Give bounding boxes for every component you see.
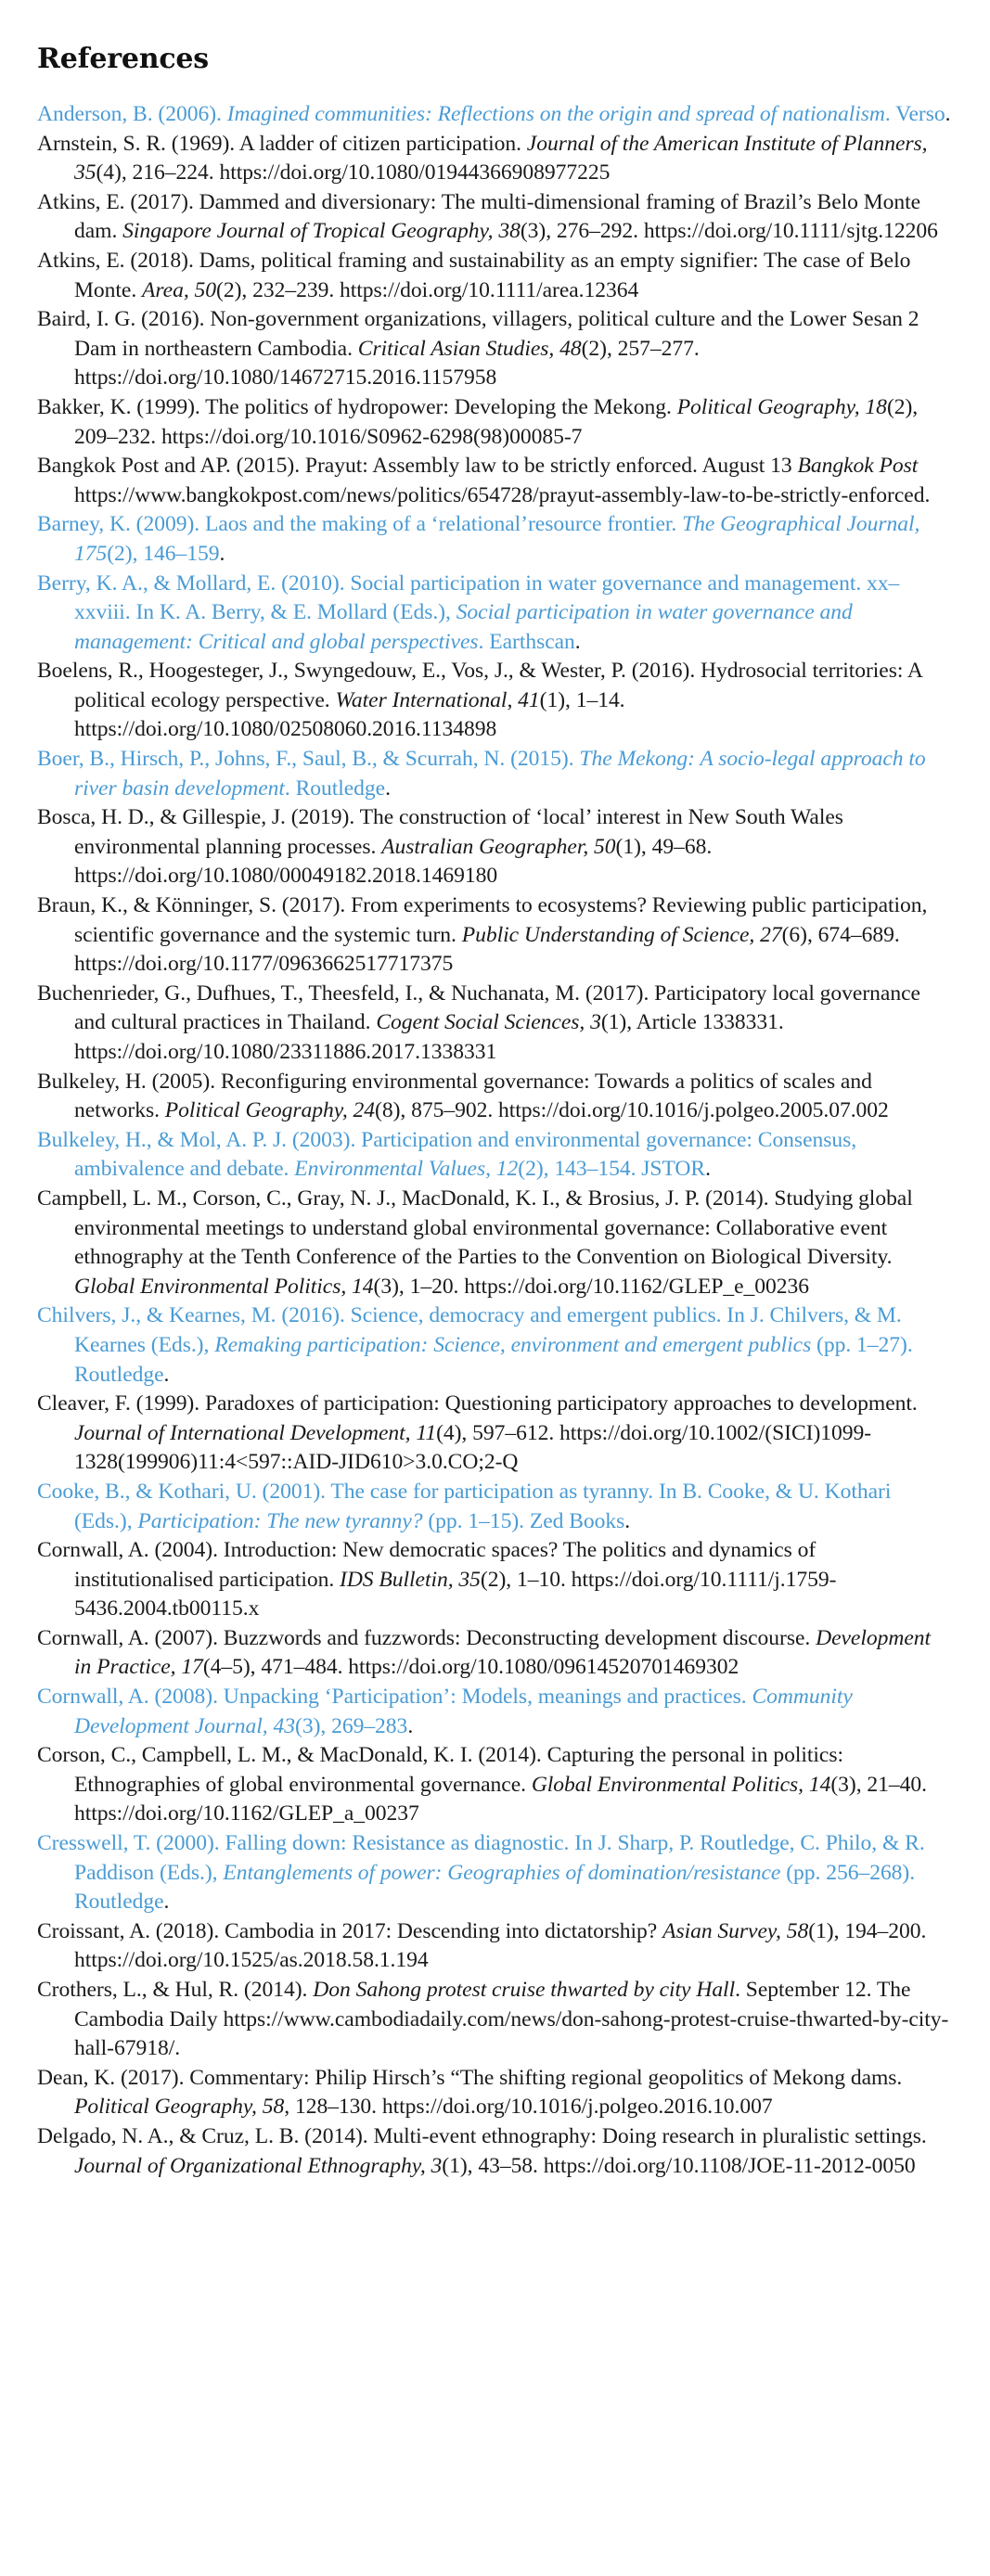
reference-text: Atkins, E. (2017). Dammed and diversionary: The multi-dimensional framing of Brazil’s Belo Monte dam. (37, 189, 921, 244)
reference-url[interactable]: https://doi.org/10.1016/j.polgeo.2005.07.002 (498, 1098, 889, 1123)
reference-text: Dean, K. (2017). Commentary: Philip Hirsch’s “The shifting regional geopolitics of Mekong dams. (37, 2065, 903, 2090)
reference-url[interactable]: https://doi.org/10.1002/(SICI)1099-1328(199906)11:4<597::AID-JID610>3.0.CO;2-Q (74, 1420, 872, 1475)
reference-entry[interactable] (37, 570, 951, 658)
reference-title-italic: Public Understanding of Science, 27 (461, 922, 782, 947)
reference-text: , 128–130. (284, 2095, 382, 2120)
reference-entry[interactable] (37, 1829, 951, 1917)
reference-text: Barney, K. (2009). Laos and the making of a ‘relational’resource frontier. (37, 512, 683, 537)
reference-entry (37, 1068, 951, 1126)
reference-title-italic: Bangkok Post (797, 454, 919, 479)
reference-terminal-period: . (705, 1157, 711, 1182)
reference-title-italic: Area, 50 (142, 277, 217, 302)
reference-text: Berry, K. A., & Mollard, E. (2010). Social participation in water governance and management. xx–xxviii. In K. A. Berry, & E. Mollard (Eds.), (37, 570, 900, 625)
reference-text: (3), 1–20. (373, 1274, 465, 1299)
reference-url[interactable]: https://www.cambodiadaily.com/news/don-sahong-protest-cruise-thwarted-by-city-hall-67918/ (74, 2006, 949, 2061)
reference-entry (37, 2122, 951, 2181)
reference-entry (37, 247, 951, 305)
reference-entry[interactable] (37, 1126, 951, 1185)
reference-text: Cooke, B., & Kothari, U. (2001). The case for participation as tyranny. In B. Cooke, & U. Kothari (Eds.), (37, 1479, 892, 1533)
reference-text: Bosca, H. D., & Gillespie, J. (2019). The construction of ‘local’ interest in New South Wales environmental planning processes. (37, 805, 843, 859)
reference-text: (1), 1–14. (539, 687, 625, 712)
reference-text: (2), 209–232. (74, 394, 919, 449)
reference-title-italic: Political Geography, 58 (74, 2095, 285, 2120)
page-title: References (37, 43, 209, 75)
reference-url[interactable]: https://doi.org/10.1162/GLEP_e_00236 (464, 1274, 810, 1299)
reference-terminal-period: . (945, 102, 951, 126)
reference-text: (8), 875–902. (375, 1098, 499, 1123)
reference-text: (3), 269–283 (295, 1713, 408, 1738)
reference-title-italic: Cogent Social Sciences, 3 (376, 1010, 601, 1035)
reference-text: (3), 21–40. (830, 1772, 927, 1797)
reference-entry (37, 393, 951, 452)
reference-entry (37, 1390, 951, 1478)
reference-title-italic: Development in Practice, 17 (74, 1625, 932, 1680)
reference-entry[interactable] (37, 745, 951, 803)
reference-entry[interactable] (37, 510, 951, 569)
reference-url[interactable]: https://doi.org/10.1525/as.2018.58.1.194 (74, 1948, 429, 1973)
reference-url[interactable]: https://www.bangkokpost.com/news/politics/654728/prayut​-assembly-law-to-be-strictly-enforced (74, 482, 925, 507)
reference-text: Cleaver, F. (1999). Paradoxes of participation: Questioning participatory approaches to development. (37, 1391, 918, 1416)
reference-text: (2), 146–159 (107, 541, 220, 566)
reference-terminal-period: . (924, 482, 931, 507)
reference-entry (37, 1185, 951, 1301)
reference-entry (37, 2064, 951, 2122)
reference-text: . September 12. The Cambodia Daily (74, 1978, 911, 2031)
reference-entry (37, 1536, 951, 1624)
reference-entry[interactable] (37, 1301, 951, 1390)
reference-url[interactable]: https://doi.org/10.1162/GLEP_a_00237 (74, 1801, 419, 1826)
reference-text: . Verso (884, 102, 945, 126)
reference-terminal-period: . (407, 1713, 414, 1738)
reference-url[interactable]: https://doi.org/10.1111/j.1759-5436.2004.tb00115.x (74, 1567, 837, 1621)
reference-text: Campbell, L. M., Corson, C., Gray, N. J., MacDonald, K. I., & Brosius, J. P. (2014). Studying global environmental meetings to understand global environmental governance: Collaborative event ethnography at the Tenth Conference of the Parties to the Convention on Biological Diversity. (37, 1185, 913, 1270)
reference-title-italic: Political Geography, 24 (164, 1098, 376, 1123)
reference-text: Arnstein, S. R. (1969). A ladder of citizen participation. (37, 131, 527, 156)
reference-text: Boelens, R., Hoogesteger, J., Swyngedouw, E., Vos, J., & Wester, P. (2016). Hydrosocial territories: A political ecology perspective. (37, 659, 922, 712)
reference-entry (37, 657, 951, 745)
reference-entry[interactable] (37, 100, 951, 130)
reference-title-italic: Journal of Organizational Ethnography, 3 (74, 2153, 443, 2178)
reference-text: Bakker, K. (1999). The politics of hydropower: Developing the Mekong. (37, 394, 677, 419)
reference-title-italic[interactable]: The Geographical Journal, 175 (74, 512, 920, 566)
reference-entry (37, 452, 951, 510)
reference-title-italic[interactable]: Community Development Journal, 43 (74, 1685, 853, 1738)
reference-terminal-period: . (174, 2036, 181, 2061)
reference-url[interactable]: https://doi.org/10.1016/j.polgeo.2016.10.007 (381, 2095, 773, 2120)
reference-text: (2), 232–239. (216, 277, 341, 302)
reference-text: Cornwall, A. (2008). Unpacking ‘Participation’: Models, meanings and practices. (37, 1685, 752, 1710)
reference-title-italic: Singapore Journal of Tropical Geography, 38 (122, 219, 521, 244)
reference-text: Bulkeley, H. (2005). Reconfiguring environmental governance: Towards a politics of scales and networks. (37, 1069, 872, 1123)
reference-url[interactable]: https://doi.org/10.1016/S0962-6298(98)00085-7 (161, 424, 583, 449)
reference-text: (1), Article 1338331. (600, 1010, 784, 1035)
reference-title-italic: Journal of International Development, 11 (74, 1420, 437, 1445)
reference-url[interactable]: https://doi.org/10.1080/02508060.2016.1134898 (74, 717, 497, 742)
reference-text: Delgado, N. A., & Cruz, L. B. (2014). Multi-event ethnography: Doing research in pluralistic settings. (37, 2123, 927, 2148)
reference-url[interactable]: https://doi.org/10.1080/01944366908977225 (219, 160, 611, 186)
reference-title-italic: Global Environmental Politics, 14 (74, 1274, 374, 1299)
reference-text: Bulkeley, H., & Mol, A. P. J. (2003). Participation and environmental governance: Consensus, ambivalence and debate. (37, 1127, 857, 1182)
reference-entry[interactable] (37, 1478, 951, 1536)
reference-url[interactable]: https://doi.org/10.1080/00049182.2018.1469180 (74, 864, 498, 889)
reference-text: (4), 216–224. (96, 160, 220, 186)
reference-text: Buchenrieder, G., Dufhues, T., Theesfeld, I., & Nuchanata, M. (2017). Participatory local governance and cultural practices in Thailand. (37, 980, 920, 1035)
reference-url[interactable]: https://doi.org/10.1111/sjtg.12206 (643, 219, 938, 244)
reference-text: (2), 143–154. JSTOR (518, 1157, 706, 1182)
reference-title-italic: Asian Survey, 58 (662, 1918, 809, 1943)
reference-text: Braun, K., & Könninger, S. (2017). From experiments to ecosystems? Reviewing public participation, scientific governance and the systemic turn. (37, 893, 928, 947)
reference-title-italic: Australian Geographer, 50 (381, 834, 616, 859)
reference-entry (37, 1624, 951, 1683)
reference-terminal-period: . (385, 775, 391, 801)
reference-title-italic[interactable]: Participation: The new tyranny? (137, 1508, 423, 1533)
reference-terminal-period: . (163, 1362, 170, 1387)
reference-entry (37, 1917, 951, 1976)
reference-terminal-period: . (574, 629, 581, 654)
reference-title-italic[interactable]: The Mekong: A socio-legal approach to river basin development (74, 747, 926, 801)
reference-url[interactable]: https://doi.org/10.1080/23311886.2017.1338331 (74, 1040, 497, 1064)
reference-url[interactable]: https://doi.org/10.1111/area.12364 (340, 277, 639, 302)
reference-text: (1), 49–68. (615, 834, 713, 859)
reference-text: (4–5), 471–484. (202, 1655, 349, 1680)
reference-title-italic[interactable]: Environmental Values, 12 (294, 1157, 519, 1182)
reference-title-italic: Critical Asian Studies, 48 (357, 336, 582, 361)
reference-url[interactable]: https://doi.org/10.1080/09614520701469302 (348, 1655, 739, 1680)
reference-text: (2), 1–10. (480, 1567, 572, 1592)
reference-text: Corson, C., Campbell, L. M., & MacDonald, K. I. (2014). Capturing the personal in politics: Ethnographies of global environmental governance. (37, 1743, 843, 1797)
reference-url[interactable]: https://doi.org/10.1080/14672715.2016.1157958 (74, 365, 497, 391)
reference-title-italic: Water International, 41 (335, 687, 540, 712)
reference-text: Baird, I. G. (2016). Non-government organizations, villagers, political culture and the Lower Sesan 2 Dam in northeastern Cambodia. (37, 307, 919, 361)
reference-terminal-period: . (219, 541, 225, 566)
reference-title-italic: IDS Bulletin, 35 (340, 1567, 481, 1592)
reference-entry (37, 1976, 951, 2064)
reference-text: (pp. 256–268). Routledge (74, 1860, 916, 1915)
reference-entry (37, 1741, 951, 1829)
reference-text: Croissant, A. (2018). Cambodia in 2017: Descending into dictatorship? (37, 1918, 663, 1943)
reference-text: . Routledge (284, 775, 386, 801)
reference-text: Chilvers, J., & Kearnes, M. (2016). Science, democracy and emergent publics. In J. Chilvers, & M. Kearnes (Eds.), (37, 1303, 902, 1357)
reference-entry (37, 188, 951, 247)
reference-entry (37, 803, 951, 891)
reference-text: (3), 276–292. (520, 219, 644, 244)
reference-text: Atkins, E. (2018). Dams, political framing and sustainability as an empty signifier: The case of Belo Monte. (37, 248, 911, 302)
reference-title-italic[interactable]: Social participation in water governance and management: Critical and global perspectives (74, 600, 853, 654)
reference-title-italic: Don Sahong protest cruise thwarted by city Hall (313, 1978, 736, 2002)
reference-entry (37, 891, 951, 980)
reference-text: (1), 194–200. (808, 1918, 927, 1943)
reference-title-italic[interactable]: Remaking participation: Science, environment and emergent publics (214, 1332, 812, 1357)
reference-text: Cornwall, A. (2004). Introduction: New democratic spaces? The politics and dynamics of institutionalised participation. (37, 1538, 816, 1592)
reference-text: (6), 674–689. (781, 922, 900, 947)
reference-title-italic[interactable]: Entanglements of power: Geographies of domination/resistance (223, 1860, 781, 1885)
reference-entry (37, 980, 951, 1068)
reference-text: (pp. 1–15). Zed Books (422, 1508, 625, 1533)
reference-text: (pp. 1–27). Routledge (74, 1332, 913, 1387)
reference-title-italic[interactable]: Imagined communities: Reflections on the origin and spread of nationalism (226, 102, 885, 126)
reference-title-italic: Global Environmental Politics, 14 (531, 1772, 831, 1797)
reference-terminal-period: . (624, 1508, 631, 1533)
reference-text: Bangkok Post and AP. (2015). Prayut: Assembly law to be strictly enforced. August 13 (37, 454, 798, 479)
reference-url[interactable]: https://doi.org/10.1177/0963662517717375 (74, 952, 454, 977)
reference-text: Cresswell, T. (2000). Falling down: Resistance as diagnostic. In J. Sharp, P. Routledge, C. Philo, & R. Paddison (Eds.), (37, 1831, 925, 1885)
reference-text: (1), 43–58. (442, 2153, 544, 2178)
reference-list (37, 100, 951, 2181)
reference-text: (2), 257–277. (581, 336, 700, 361)
reference-text: Crothers, L., & Hul, R. (2014). (37, 1978, 314, 2002)
reference-text: . Earthscan (478, 629, 575, 654)
reference-text: (4), 597–612. (436, 1420, 560, 1445)
reference-entry (37, 305, 951, 393)
reference-text: Boer, B., Hirsch, P., Johns, F., Saul, B., & Scurrah, N. (2015). (37, 747, 580, 772)
reference-url[interactable]: https://doi.org/10.1108/JOE-11-2012-0050 (543, 2153, 916, 2178)
reference-entry[interactable] (37, 1683, 951, 1741)
reference-text: Anderson, B. (2006). (37, 102, 227, 126)
reference-entry (37, 130, 951, 188)
reference-terminal-period: . (163, 1890, 170, 1915)
reference-title-italic: Political Geography, 18 (676, 394, 887, 419)
reference-text: Cornwall, A. (2007). Buzzwords and fuzzwords: Deconstructing development discourse. (37, 1625, 816, 1650)
reference-title-italic: Journal of the American Institute of Planners, 35 (74, 131, 928, 186)
